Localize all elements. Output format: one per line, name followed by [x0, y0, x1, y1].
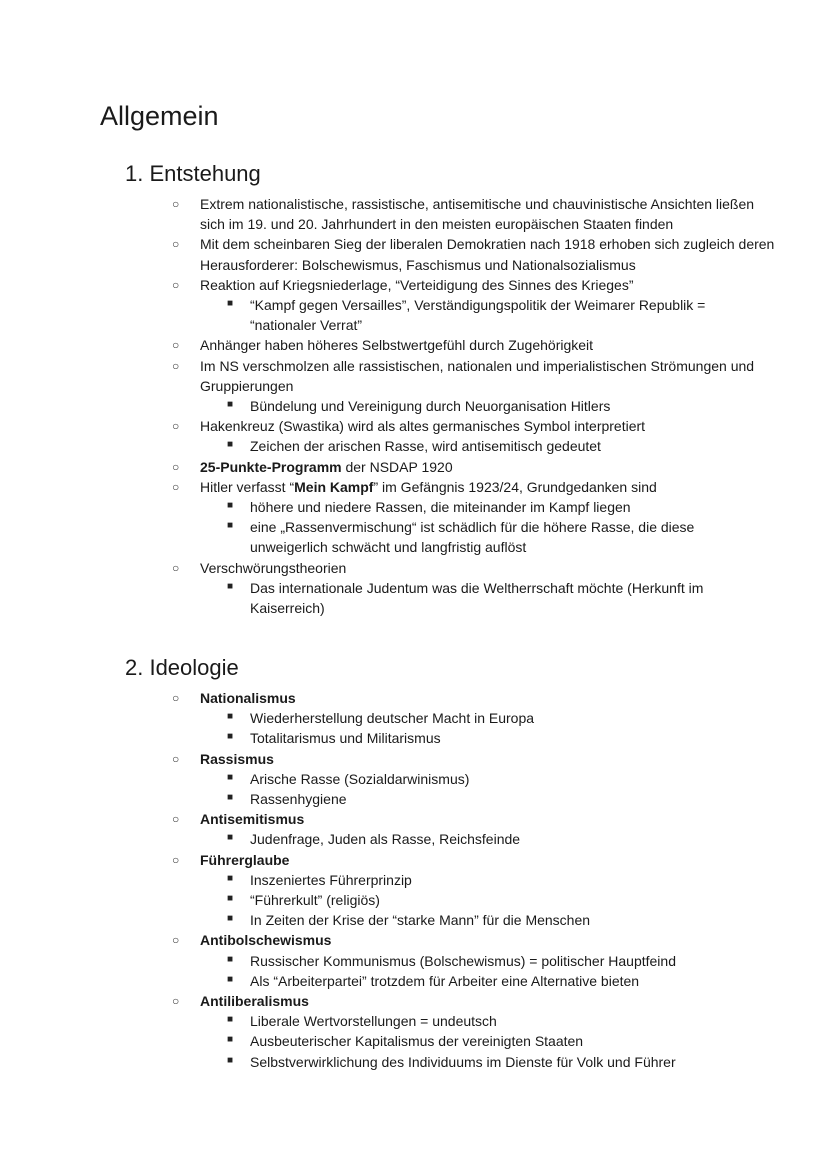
circle-bullet-icon: ○ [172, 338, 180, 353]
circle-bullet-icon: ○ [172, 751, 180, 766]
list-item [125, 194, 775, 234]
list-item [125, 558, 775, 619]
item-bold-text: Rassismus [200, 750, 274, 767]
sub-item-text: eine „Rassenvermischung“ ist schädlich für die höhere Rasse, die diese unweigerlich schwächt und langfristig auflöst [250, 519, 695, 556]
sub-list-item [200, 728, 775, 748]
item-bold-text: Antiliberalismus [200, 993, 309, 1010]
circle-bullet-icon: ○ [172, 237, 180, 252]
sub-list-item [200, 951, 775, 971]
list-item [125, 850, 775, 931]
square-bullet-icon: ■ [227, 771, 234, 783]
sub-item-text: Liberale Wertvorstellungen = undeutsch [250, 1013, 497, 1030]
item-text: Mit dem scheinbaren Sieg der liberalen Demokratien nach 1918 erhoben sich zugleich deren Herausforderer: Bolschewismus, Faschismus und Nationalsozialismus [200, 236, 775, 273]
sub-list-item [200, 436, 775, 456]
list-item [125, 688, 775, 749]
list-item [125, 477, 775, 558]
item-bold-text: Antisemitismus [200, 811, 305, 828]
sub-item-text: Russischer Kommunismus (Bolschewismus) = politischer Hauptfeind [250, 952, 676, 969]
section-heading: 1. Entstehung [125, 161, 261, 186]
item-text: Hitler verfasst “ [200, 478, 295, 495]
square-bullet-icon: ■ [227, 913, 234, 925]
circle-bullet-icon: ○ [172, 358, 180, 373]
sub-list-item [200, 1011, 775, 1031]
list-item [125, 749, 775, 810]
square-bullet-icon: ■ [227, 953, 234, 965]
circle-bullet-icon: ○ [172, 852, 180, 867]
square-bullet-icon: ■ [227, 893, 234, 905]
square-bullet-icon: ■ [227, 520, 234, 532]
circle-bullet-icon: ○ [172, 419, 180, 434]
item-text: Verschwörungstheorien [200, 559, 347, 576]
sub-item-text: Arische Rasse (Sozialdarwinismus) [250, 770, 470, 787]
sub-item-text: In Zeiten der Krise der “starke Mann” für die Menschen [250, 912, 591, 929]
sub-list-item [200, 870, 775, 890]
square-bullet-icon: ■ [227, 973, 234, 985]
sub-bullet-list [200, 295, 775, 335]
item-text: Anhänger haben höheres Selbstwertgefühl durch Zugehörigkeit [200, 337, 594, 354]
sub-list-item [200, 517, 775, 557]
item-bold-text: Mein Kampf [294, 478, 374, 495]
sub-item-text: Wiederherstellung deutscher Macht in Europa [250, 710, 535, 727]
circle-bullet-icon: ○ [172, 277, 180, 292]
bullet-list [125, 194, 775, 618]
sub-list-item [200, 890, 775, 910]
square-bullet-icon: ■ [227, 832, 234, 844]
item-bold-text: Nationalismus [200, 690, 296, 706]
sub-bullet-list [200, 396, 775, 416]
sub-list-item [200, 829, 775, 849]
sub-list-item [200, 295, 775, 335]
square-bullet-icon: ■ [227, 500, 234, 512]
list-item [125, 335, 775, 355]
circle-bullet-icon: ○ [172, 197, 180, 211]
sub-bullet-list [200, 870, 775, 931]
square-bullet-icon: ■ [227, 399, 234, 411]
sub-bullet-list [200, 829, 775, 849]
square-bullet-icon: ■ [227, 439, 234, 451]
sub-item-text: “Kampf gegen Versailles”, Verständigungspolitik der Weimarer Republik = “nationaler Verrat” [250, 297, 706, 334]
sub-bullet-list [200, 769, 775, 809]
item-text: ” im Gefängnis 1923/24, Grundgedanken sind [373, 478, 657, 495]
square-bullet-icon: ■ [227, 298, 234, 310]
page-title: Allgemein [100, 101, 219, 131]
sub-item-text: Zeichen der arischen Rasse, wird antisemitisch gedeutet [250, 438, 601, 455]
section-entstehung [125, 158, 775, 618]
sub-list-item [200, 1052, 775, 1072]
square-bullet-icon: ■ [227, 731, 234, 743]
list-item [125, 457, 775, 477]
circle-bullet-icon: ○ [172, 691, 180, 705]
sub-bullet-list [200, 1011, 775, 1072]
sub-item-text: Selbstverwirklichung des Individuums im Dienste für Volk und Führer [250, 1053, 676, 1070]
list-item [125, 930, 775, 991]
section-ideologie [125, 652, 775, 1072]
item-text: Extrem nationalistische, rassistische, antisemitische und chauvinistische Ansichten ließen sich im 19. und 20. Jahrhundert in den meisten europäischen Staaten finden [200, 196, 755, 233]
square-bullet-icon: ■ [227, 1054, 234, 1066]
sub-list-item [200, 971, 775, 991]
circle-bullet-icon: ○ [172, 459, 180, 474]
sub-item-text: Bündelung und Vereinigung durch Neuorganisation Hitlers [250, 398, 611, 415]
sub-list-item [200, 910, 775, 930]
sub-list-item [200, 789, 775, 809]
sub-list-item [200, 578, 775, 618]
sub-list-item [200, 497, 775, 517]
sub-item-text: Inszeniertes Führerprinzip [250, 871, 412, 888]
sub-bullet-list [200, 436, 775, 456]
item-bold-text: Antibolschewismus [200, 932, 332, 949]
sub-item-text: Totalitarismus und Militarismus [250, 730, 441, 747]
item-text: der NSDAP 1920 [341, 458, 453, 475]
item-text: Hakenkreuz (Swastika) wird als altes germanisches Symbol interpretiert [200, 418, 646, 435]
sub-item-text: Judenfrage, Juden als Rasse, Reichsfeinde [250, 831, 521, 848]
item-bold-text: Führerglaube [200, 851, 290, 868]
sub-bullet-list [200, 951, 775, 991]
square-bullet-icon: ■ [227, 711, 234, 723]
item-bold-text: 25-Punkte-Programm [200, 458, 342, 475]
sub-item-text: Rassenhygiene [250, 791, 347, 808]
square-bullet-icon: ■ [227, 1014, 234, 1026]
list-item [125, 234, 775, 274]
sub-bullet-list [200, 708, 775, 748]
item-text: Im NS verschmolzen alle rassistischen, nationalen und imperialistischen Strömungen und Gruppierungen [200, 357, 755, 394]
sub-list-item [200, 708, 775, 728]
circle-bullet-icon: ○ [172, 812, 180, 827]
section-heading: 2. Ideologie [125, 655, 239, 680]
sub-item-text: höhere und niedere Rassen, die miteinander im Kampf liegen [250, 499, 631, 516]
sub-list-item [200, 1031, 775, 1051]
sub-list-item [200, 769, 775, 789]
circle-bullet-icon: ○ [172, 479, 180, 494]
list-item [125, 356, 775, 417]
list-item [125, 416, 775, 456]
sub-item-text: Als “Arbeiterpartei” trotzdem für Arbeiter eine Alternative bieten [250, 972, 640, 989]
square-bullet-icon: ■ [227, 580, 234, 592]
circle-bullet-icon: ○ [172, 994, 180, 1009]
square-bullet-icon: ■ [227, 792, 234, 804]
sub-bullet-list [200, 578, 775, 618]
bullet-list [125, 688, 775, 1072]
list-item [125, 275, 775, 336]
square-bullet-icon: ■ [227, 872, 234, 884]
list-item [125, 991, 775, 1072]
circle-bullet-icon: ○ [172, 933, 180, 948]
square-bullet-icon: ■ [227, 1034, 234, 1046]
sub-list-item [200, 396, 775, 416]
list-item [125, 809, 775, 849]
item-text: Reaktion auf Kriegsniederlage, “Verteidigung des Sinnes des Krieges” [200, 276, 634, 293]
sub-item-text: Das internationale Judentum was die Weltherrschaft möchte (Herkunft im Kaiserreich) [250, 579, 704, 617]
sub-bullet-list [200, 497, 775, 558]
sub-item-text: “Führerkult” (religiös) [250, 892, 380, 909]
sub-item-text: Ausbeuterischer Kapitalismus der vereinigten Staaten [250, 1033, 584, 1050]
circle-bullet-icon: ○ [172, 560, 180, 575]
